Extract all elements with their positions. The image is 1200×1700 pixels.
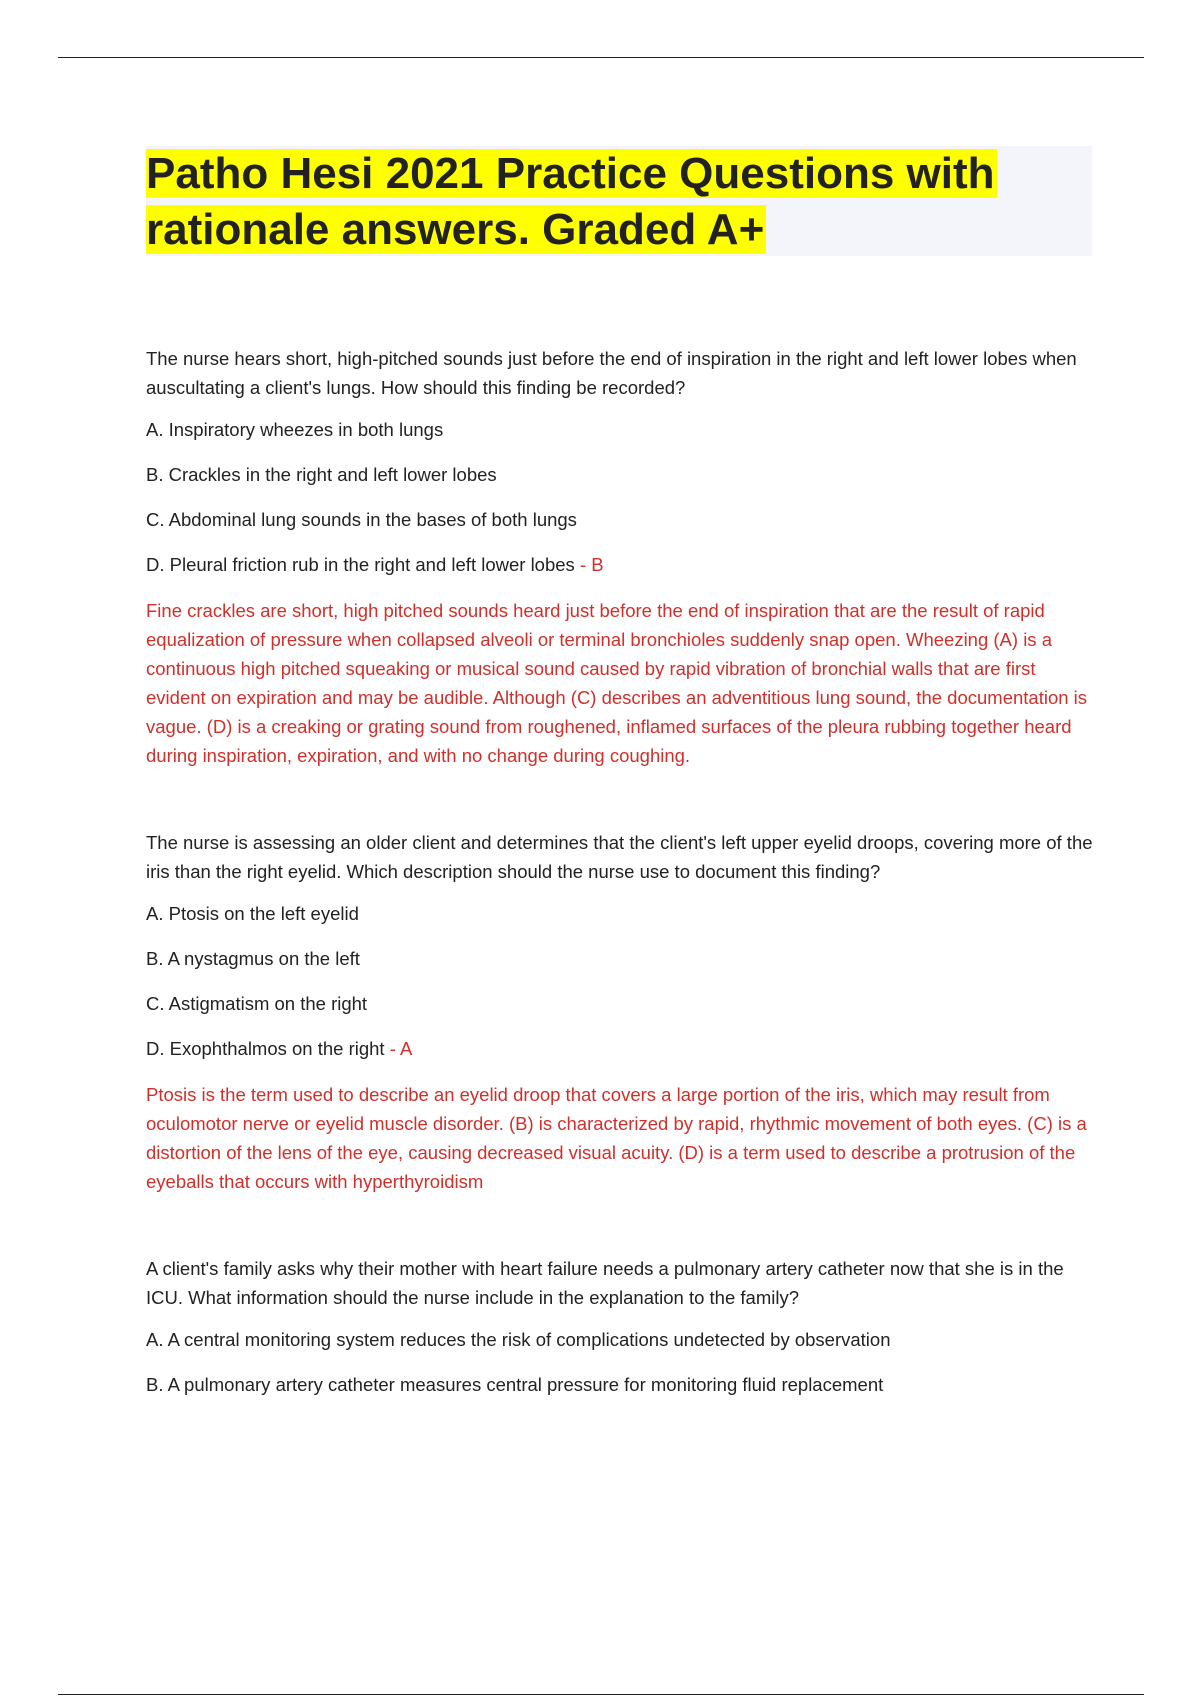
option-a: A. A central monitoring system reduces the risk of complications undetected by observation: [146, 1329, 891, 1350]
rationale: Ptosis is the term used to describe an eyelid droop that covers a large portion of the iris, which may result from oculomotor nerve or eyelid muscle disorder. (B) is characterized by rapid, rhythmic movement of both eyes. (C) is a distortion of the lens of the eye, causing decreased visual acuity. (D) is a term used to describe a protrusion of the eyeballs that occurs with hyperthyroidism: [146, 1084, 1087, 1192]
document-title: [146, 146, 997, 258]
option-d: [146, 1035, 1096, 1063]
option-d-text: D. Pleural friction rub in the right and left lower lobes: [146, 554, 575, 575]
option-a: A. Inspiratory wheezes in both lungs: [146, 419, 444, 440]
rationale: Fine crackles are short, high pitched sounds heard just before the end of inspiration that are the result of rapid equalization of pressure when collapsed alveoli or terminal bronchioles suddenly snap open. Wheezing (A) is a continuous high pitched squeaking or musical sound caused by rapid vibration of bronchial walls that are first evident on expiration and may be audible. Although (C) describes an adventitious lung sound, the documentation is vague. (D) is a creaking or grating sound from roughened, inflamed surfaces of the pleura rubbing together heard during inspiration, expiration, and with no change during coughing.: [146, 600, 1088, 766]
top-rule: [58, 57, 1144, 58]
option-c: C. Astigmatism on the right: [146, 993, 368, 1014]
title-line-2: rationale answers. Graded A+: [146, 205, 765, 254]
question-2: [146, 828, 1096, 1196]
answer-key: - B: [574, 554, 604, 575]
question-stem: A client's family asks why their mother with heart failure needs a pulmonary artery catheter now that she is in the ICU. What information should the nurse include in the explanation to the family?: [146, 1258, 1064, 1308]
option-d: [146, 551, 1096, 579]
option-b: B. Crackles in the right and left lower lobes: [146, 464, 497, 485]
title-line-1: Patho Hesi 2021 Practice Questions with: [146, 149, 995, 198]
option-b: B. A pulmonary artery catheter measures central pressure for monitoring fluid replacement: [146, 1374, 884, 1395]
question-3: [146, 1254, 1096, 1399]
question-stem: The nurse is assessing an older client and determines that the client's left upper eyelid droops, covering more of the iris than the right eyelid. Which description should the nurse use to document this finding?: [146, 832, 1093, 882]
option-b: B. A nystagmus on the left: [146, 948, 360, 969]
question-1: [146, 344, 1096, 770]
option-c: C. Abdominal lung sounds in the bases of both lungs: [146, 509, 577, 530]
document-body: [146, 344, 1096, 1416]
bottom-rule: [58, 1694, 1144, 1695]
option-d-text: D. Exophthalmos on the right: [146, 1038, 385, 1059]
answer-key: - A: [384, 1038, 413, 1059]
option-a: A. Ptosis on the left eyelid: [146, 903, 359, 924]
question-stem: The nurse hears short, high-pitched sounds just before the end of inspiration in the right and left lower lobes when auscultating a client's lungs. How should this finding be recorded?: [146, 348, 1077, 398]
